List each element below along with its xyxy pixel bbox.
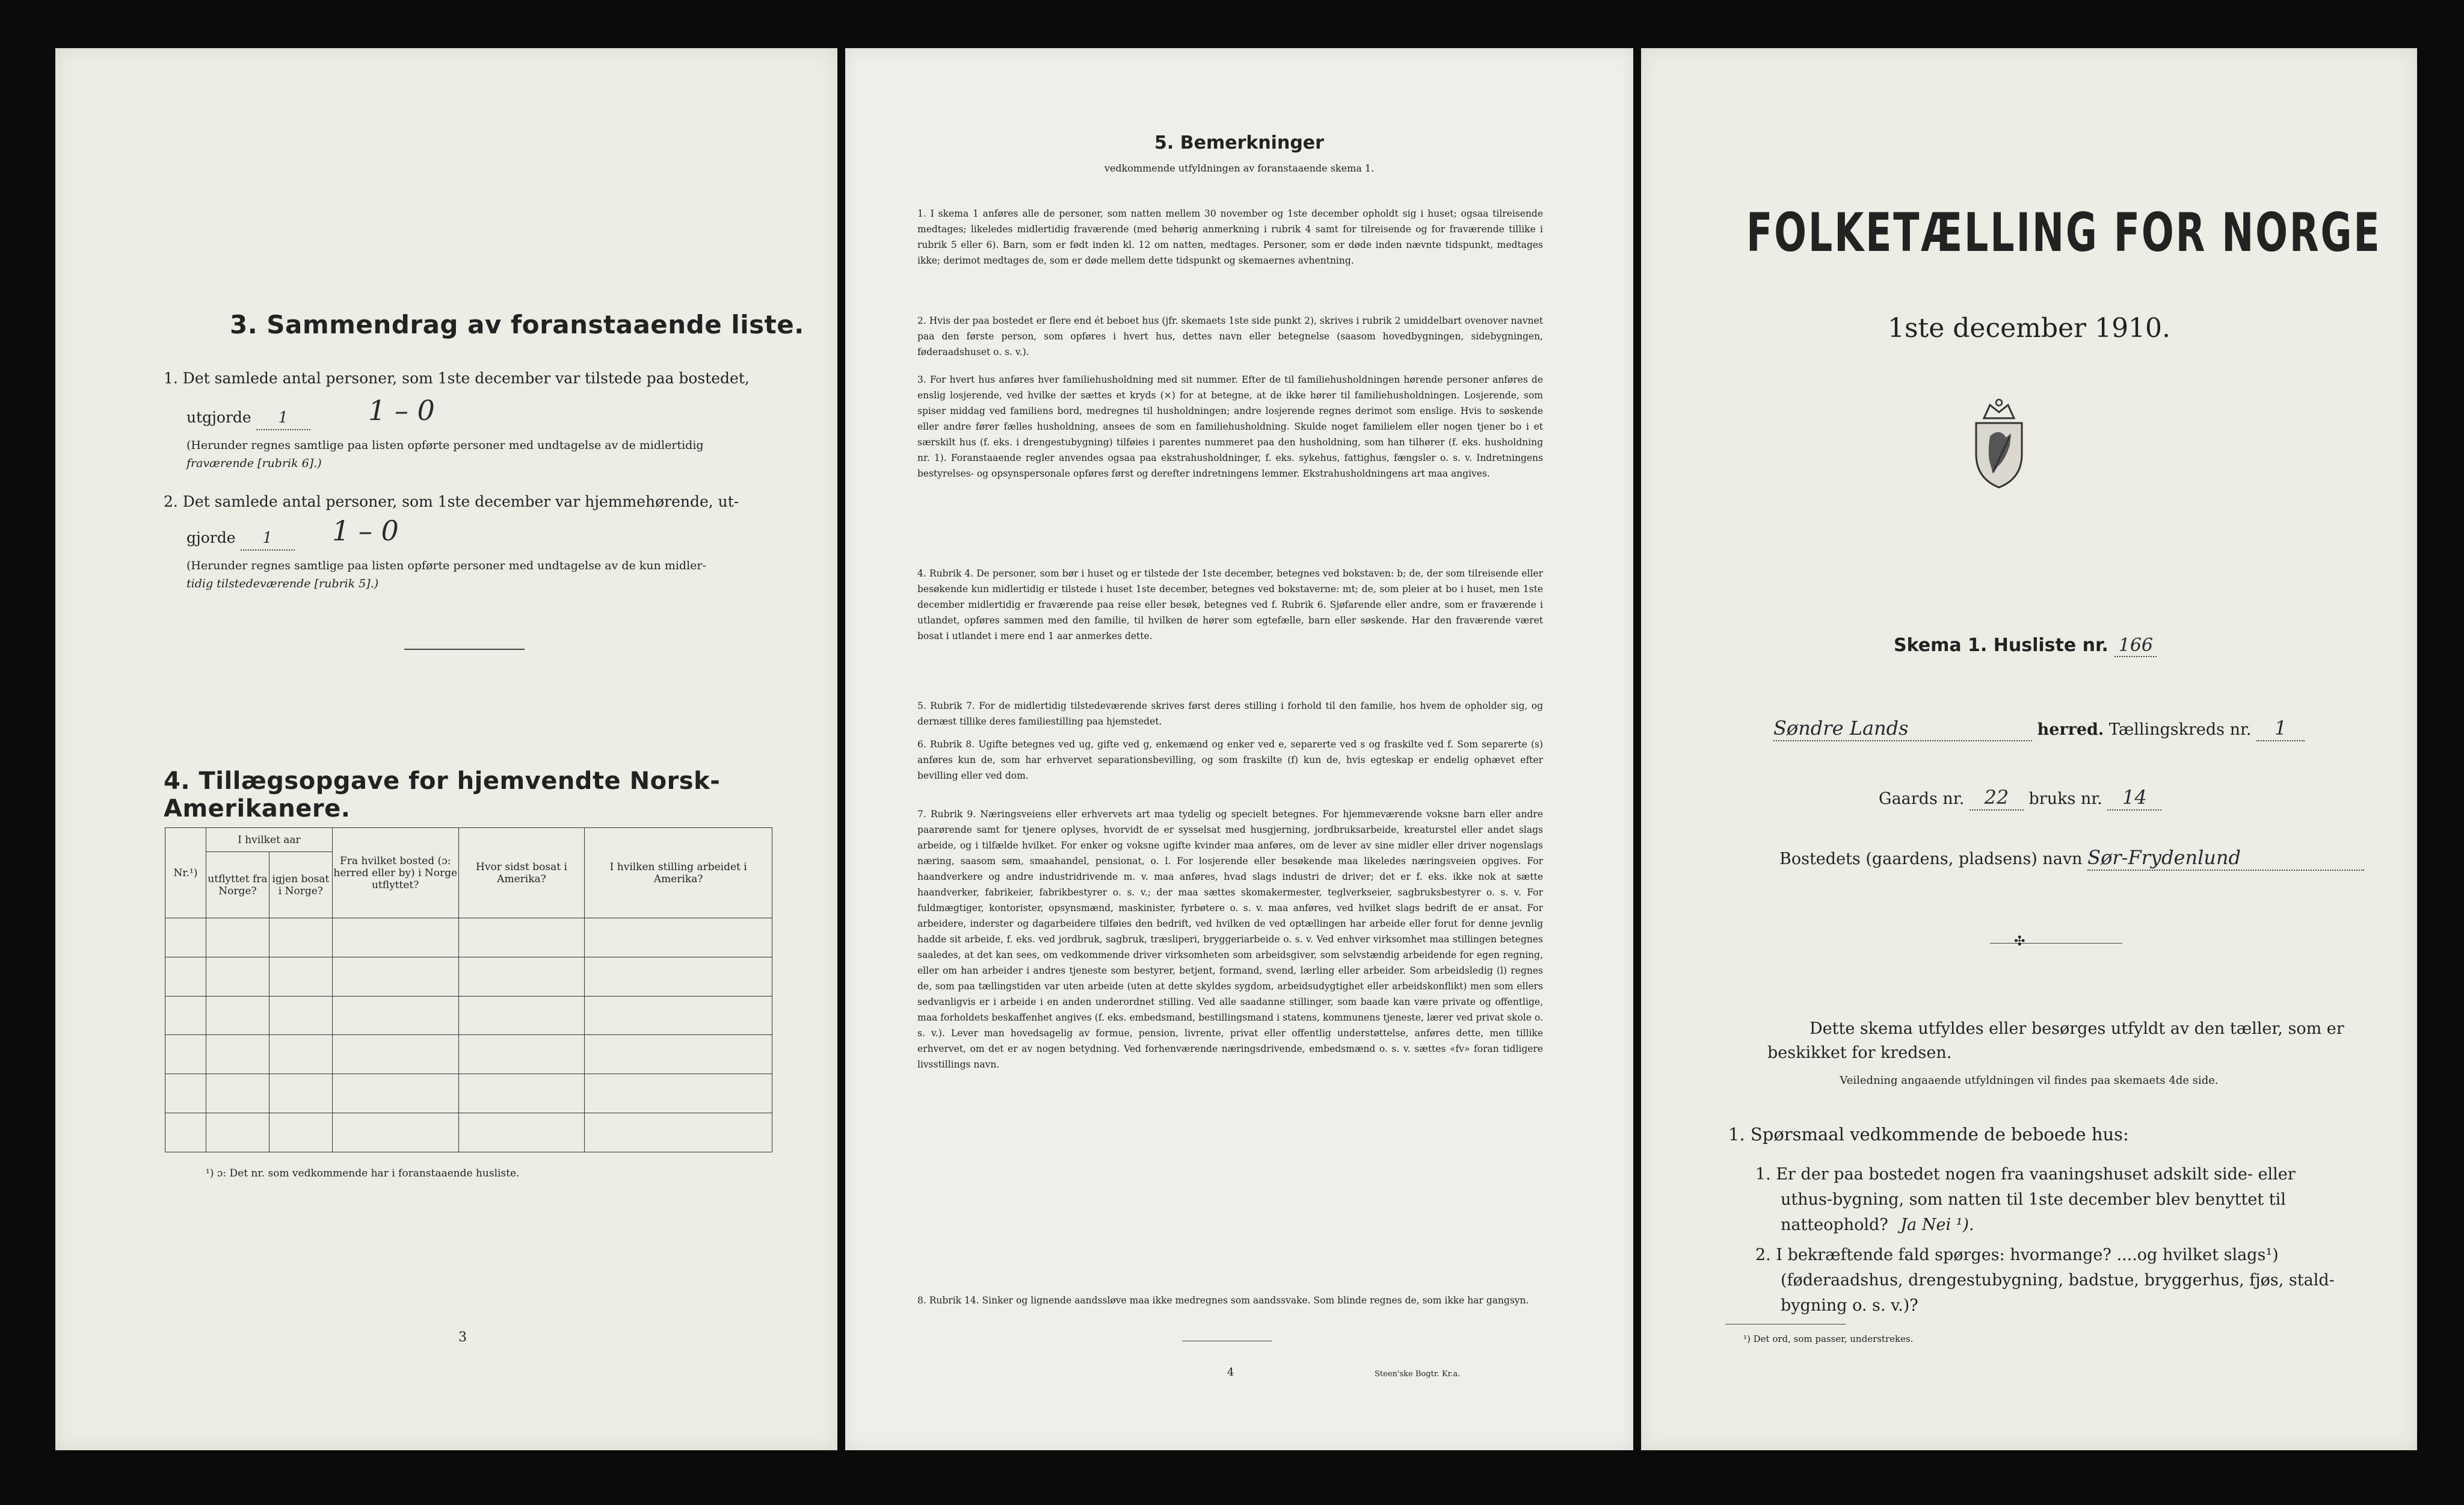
table-row (165, 1035, 772, 1074)
gaards-value: 22 (1970, 785, 2024, 811)
norwegian-coat-of-arms-icon (1963, 394, 2035, 490)
item1-tally: 1 – 0 (368, 394, 435, 427)
item2-tally: 1 – 0 (332, 515, 399, 547)
item1-note-b: fraværende [rubrik 6].) (186, 457, 322, 470)
census-date: 1ste december 1910. (1887, 313, 2171, 344)
item2-value: 1 (241, 527, 295, 551)
table-row (165, 918, 772, 957)
kreds-label: Tællingskreds nr. (2108, 720, 2252, 739)
bemerkninger-subtitle: vedkommende utfyldningen av foranstaaende skema 1. (1104, 162, 1375, 174)
printer-mark: Steen'ske Bogtr. Kr.a. (1375, 1370, 1461, 1379)
page-number-4: 4 (1227, 1366, 1234, 1379)
table-row (165, 1074, 772, 1113)
item1-note-a: (Herunder regnes samtlige paa listen opførte personer med undtagelse av de midlertidig (186, 439, 704, 452)
col-year-group: I hvilket aar (206, 828, 332, 852)
census-title: FOLKETÆLLING FOR NORGE (1746, 202, 2382, 264)
intro-note: Veiledning angaaende utfyldningen vil findes paa skemaets 4de side. (1840, 1074, 2219, 1087)
item1-value: 1 (256, 406, 310, 430)
table-row (165, 1113, 772, 1152)
remark-3: 3. For hvert hus anføres hver familiehusholdning med sit nummer. Efter de til familiehusholdningen hørende personer anføres de enslig losjerende, ved hvilke der sættes et kryds (×) for at betegne, at de ikke hører til familiehusholdningen. Losjerende, som spiser middag ved familiens bord, medregnes til husholdningen; andre losjerende regnes derimot som enslige. Hvis to søskende eller andre fører fælles husholdning, ansees de som en familiehusholdning. Skulde noget familielem eller nogen tjener bo i et særskilt hus (f. eks. i drengestubygning) tilføies i parentes nummeret paa den husholdning, som han tilhører (f. eks. husholdning nr. 1). Foranstaaende regler anvendes ogsaa paa ekstrahusholdninger, f. eks. sykehus, fattighus, fængsler o. s. v. Indretningens bestyrelses- og opsynspersonale opføres først og derefter indretningens lemmer. Ekstrahusholdningens art maa angives. (917, 374, 1543, 479)
q1-line-b: uthus-bygning, som natten til 1ste december blev benyttet til (1781, 1190, 2286, 1209)
q2-line-c: bygning o. s. v.)? (1781, 1296, 1918, 1315)
page-right (1641, 48, 2417, 1450)
q1-line-c: natteophold? (1781, 1216, 1888, 1234)
item2-label: gjorde (186, 529, 236, 546)
page-number-3: 3 (458, 1330, 467, 1345)
herred-value: Søndre Lands (1773, 716, 2032, 741)
norsk-amerikanere-table (165, 827, 772, 1152)
skema-label: Skema 1. Husliste nr. (1894, 635, 2108, 656)
husliste-nr: 166 (2114, 635, 2157, 657)
bosted-label: Bostedets (gaardens, pladsens) navn (1779, 850, 2083, 868)
table-row (165, 996, 772, 1035)
intro-a: Dette skema utfyldes eller besørges utfyldt av den tæller, som er (1810, 1019, 2344, 1038)
page-middle (845, 48, 1633, 1450)
item1-label: utgjorde (186, 409, 251, 426)
remark-4: 4. Rubrik 4. De personer, som bør i huset og er tilstede der 1ste december, betegnes ved bokstaven: b; de, der som tilreisende eller besøkende kun midlertidig er tilstede i huset 1ste december, betegnes ved bokstaverne: mt; de, som pleier at bo i huset, men 1ste december midlertidig er fraværende paa reise eller besøk, betegnes ved f. Rubrik 6. Sjøfarende eller andre, som er fraværende i utlandet, opføres sammen med den familie, til hvilken de hører som egtefælle, barn eller søskende. Har den fraværende været bosat i utlandet i mere end 1 aar anmerkes dette. (917, 568, 1543, 641)
ornament-icon: ✣ (2014, 934, 2025, 949)
remark-6: 6. Rubrik 8. Ugifte betegnes ved ug, gifte ved g, enkemænd og enker ved e, separerte ved s og fraskilte ved f. Som separerte (s) anføres kun de, som har erhvervet separationsbevilling, og som fraskilte (f) kun de, hvis egteskap er endelig ophævet efter bevilling eller ved dom. (917, 739, 1543, 781)
q1-answer: Ja Nei ¹). (1900, 1216, 1974, 1234)
bruks-value: 14 (2107, 785, 2161, 811)
bruks-label: bruks nr. (2028, 790, 2102, 808)
item2-text: 2. Det samlede antal personer, som 1ste december var hjemmehørende, ut- (164, 493, 739, 510)
intro-b: beskikket for kredsen. (1767, 1043, 1952, 1062)
divider (1990, 943, 2122, 944)
gaards-label: Gaards nr. (1879, 790, 1965, 808)
item1-text: 1. Det samlede antal personer, som 1ste december var tilstede paa bostedet, (164, 369, 750, 387)
divider (404, 649, 525, 650)
col-emigrated: utflyttet fra Norge? (206, 852, 269, 918)
col-last-residence: Hvor sidst bosat i Amerika? (458, 828, 585, 918)
table-row (165, 957, 772, 996)
kreds-value: 1 (2256, 716, 2305, 741)
bemerkninger-title: 5. Bemerkninger (1154, 132, 1324, 153)
section-4-footnote: ¹) ɔ: Det nr. som vedkommende har i foranstaaende husliste. (206, 1167, 520, 1179)
q2-line-a: 2. I bekræftende fald spørges: hvormange? ....og hvilket slags¹) (1755, 1246, 2279, 1264)
col-occupation: I hvilken stilling arbeidet i Amerika? (585, 828, 772, 918)
item2-note-b: tidig tilstedeværende [rubrik 5].) (186, 577, 379, 590)
herred-label: herred. (2037, 720, 2104, 739)
remark-1: 1. I skema 1 anføres alle de personer, som natten mellem 30 november og 1ste december opholdt sig i huset; ogsaa tilreisende medtages; likeledes midlertidig fraværende (med behørig anmerkning i rubrik 4 samt for tilreisende og for fraværende tillike i rubrik 5 eller 6). Barn, som er født inden kl. 12 om natten, medtages. Personer, som er døde inden nævnte tidspunkt, medtages ikke; derimot medtages de, som er døde mellem dette tidspunkt og skemaernes avhentning. (917, 208, 1543, 266)
col-nr: Nr.¹) (165, 828, 206, 918)
right-footnote: ¹) Det ord, som passer, understrekes. (1743, 1333, 1914, 1344)
remark-5: 5. Rubrik 7. For de midlertidig tilstedeværende skrives først deres stilling i forhold til den familie, hos hvem de opholder sig, og dernæst tillike deres familiestilling paa hjemstedet. (917, 700, 1543, 727)
q2-line-b: (føderaadshus, drengestubygning, badstue, bryggerhus, fjøs, stald- (1781, 1271, 2335, 1290)
col-returned: igjen bosat i Norge? (269, 852, 332, 918)
item2-note-a: (Herunder regnes samtlige paa listen opførte personer med undtagelse av de kun midler- (186, 559, 706, 572)
questions-heading: 1. Spørsmaal vedkommende de beboede hus: (1728, 1124, 2129, 1145)
remark-7: 7. Rubrik 9. Næringsveiens eller erhvervets art maa tydelig og specielt betegnes. For hjemmeværende voksne barn eller andre paarørende samt for tjenere oplyses, hvorvidt de er sysselsat med husgjerning, jordbruksarbeide, kreaturstel eller andet slags arbeide, og i tilfælde hvilket. For enker og voksne ugifte kvinder maa anføres, om de lever av sine midler eller driver nogenslags næring, saasom søm, smaahandel, pensionat, o. l. For losjerende eller besøkende maa likeledes næringsveien opgives. For haandverkere og andre industridrivende m. v. maa anføres, hvad slags industri de driver; det er f. eks. ikke nok at sætte haandverker, fabrikeier, fabrikbestyrer o. s. v.; der maa sættes skomakermester, teglverkseier, sagbruksbestyrer o. s. v. For fuldmægtiger, kontorister, opsynsmænd, maskinister, fyrbøtere o. s. v. maa anføres, ved hvilket slags bedrift de er ansat. For arbeidere, inderster og dagarbeidere tilføies den bedrift, ved hvilken de ved optællingen har arbeide eller forut for denne jevnlig hadde sit arbeide, f. eks. ved jordbruk, sagbruk, træsliperi, bryggeriarbeide o. s. v. Ved enhver virksomhet maa stillingen betegnes saaledes, at det kan sees, om vedkommende driver virksomheten som arbeidsgiver, som selvstændig arbeidende for egen regning, eller om han arbeider i andres tjeneste som bestyrer, betjent, formand, svend, lærling eller arbeider. Som arbeidsledig (l) regnes de, som paa tællingstiden var uten arbeide (uten at dette skyldes sygdom, arbeidsudygtighet eller arbeidskonflikt) men som ellers sedvanligvis er i arbeide i en anden underordnet stilling. Ved alle saadanne stillinger, som baade kan være private og offentlige, maa forholdets beskaffenhet angives (f. eks. embedsmand, bestillingsmand i statens, kommunens tjeneste, lærer ved privat skole o. s. v.). Lever man hovedsagelig av formue, pension, livrente, privat eller offentlig understøttelse, anføres dette, men tillike erhvervet, om det er av nogen betydning. Ved forhenværende næringsdrivende, embedsmænd o. s. v. sættes «fv» foran tidligere livsstillings navn. (917, 809, 1543, 1070)
col-from-where: Fra hvilket bosted (ɔ: herred eller by) i Norge utflyttet? (332, 828, 458, 918)
section-4-title: 4. Tillægsopgave for hjemvendte Norsk-Amerikanere. (164, 767, 721, 823)
remark-2: 2. Hvis der paa bostedet er flere end ét beboet hus (jfr. skemaets 1ste side punkt 2), skrives i rubrik 2 umiddelbart ovenover navnet paa den første person, som opføres i hvert hus, dettes navn eller betegnelse (saasom hovedbygningen, sidebygningen, føderaadshuset o. s. v.). (917, 315, 1543, 357)
q1-line-a: 1. Er der paa bostedet nogen fra vaaningshuset adskilt side- eller (1755, 1165, 2296, 1184)
bosted-value: Sør-Frydenlund (2087, 845, 2364, 871)
page-left (55, 48, 837, 1450)
remark-8: 8. Rubrik 14. Sinker og lignende aandssløve maa ikke medregnes som aandssvake. Som blinde regnes de, som ikke har gangsyn. (917, 1295, 1529, 1306)
section-3-title: 3. Sammendrag av foranstaaende liste. (230, 310, 804, 339)
